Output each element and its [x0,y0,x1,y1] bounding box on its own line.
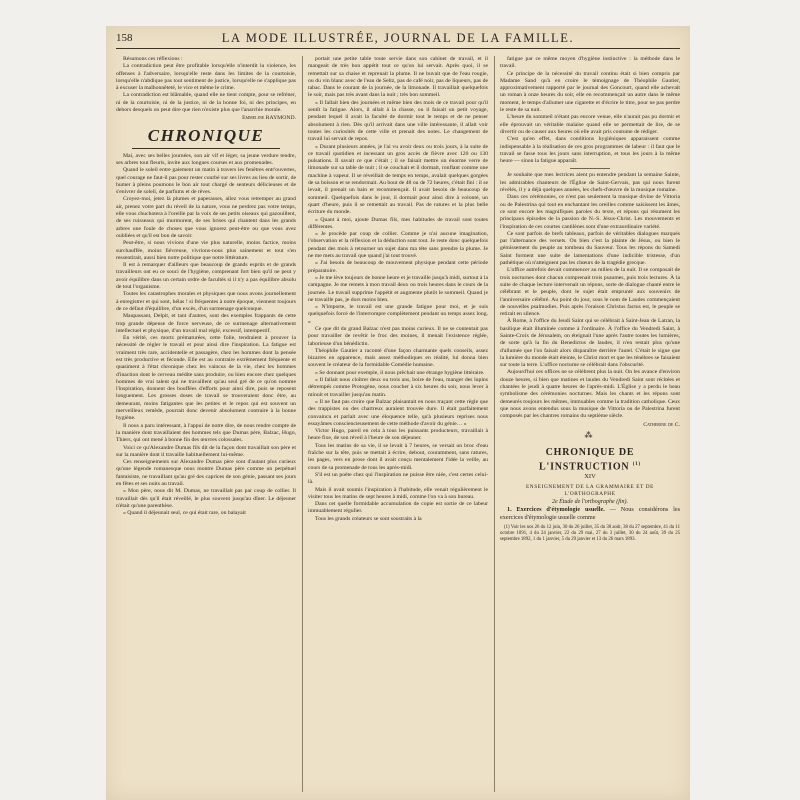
paragraph: Toutes les catastrophes morales et physiques que nous avons journellement à enregistrer et qui sont, hélas ! si fréquentes à notre époque, viennent toujours de ce défaut d'équilibre, d'un excès, d'un surmenage quelconque. [116,291,296,312]
paragraph: Ce que dit du grand Balzac n'est pas moins curieux. Il ne se contentait pas pour travailler de revêtir le froc des moines, il menait l'existence réglée, laborieuse d'un bénédictin. [308,325,488,347]
exercise-text: — Nous considérons les exercices d'étymologie usuelle comme [500,506,680,521]
paragraph: S'il est un poète chez qui l'inspiration ne puisse être niée, c'est certes celui-là. [308,471,488,486]
paragraph: Mai, avec ses belles journées, son air vif et léger, sa jeune verdure tendre, ses arbres tout fleuris, invite aux longues courses et aux promenades. [116,152,296,166]
exercise-title: 1. Exercices d'étymologie usuelle. [507,506,605,514]
author-signature: Catherine de C. [643,421,680,428]
paragraph: « Je procède par coup de collier. Comme je n'ai aucune imagination, l'observation et la réflexion et la déduction sont tout. Je reste donc quelquefois pendant des mois à retourner un sujet dans ma tête sans prendre la plume. Je ne me mets au travail que quand j'ai tout trouvé. [308,231,488,260]
header-rule [116,48,680,49]
paragraph: portait une petite table toute servie dans son cabinet de travail, et il mangeait de très bon appétit tout ce qu'on lui servait. Après quoi, il se remettait sur sa chaise et reprenait la plume. Il ne buvait que de l'eau rougie, ou du vin blanc avec de l'eau de Seltz, pas de café noir, pas de liqueurs, pas de tabac. Dans le courant de la journée, de la limonade. Il travaillait quelquefois le soir, mais pas très avant dans la nuit ; très bon sommeil. [308,56,488,99]
section-subtitle: ENSEIGNEMENT DE LA GRAMMAIRE ET DE L'ORTHOGRAPHE [525,484,655,498]
paragraph: Maupassant, Delpit, et tant d'autres, sont des exemples frappants de cette trop grande dépense de force nerveuse, de ce surmenage alternativement intellectuel et physique, d'un travail mal réglé, excessif, intempestif. [116,313,296,334]
paragraph: Je souhaite que mes lectrices aient pu entendre pendant la semaine Sainte, les admirables chanteurs de l'Église de Saint-Gervais, pas qui nous furent révélés, il y a déjà quelques années, les chefs-d'œuvre de la musique romaine. [500,172,680,194]
paragraph: Voici ce qu'Alexandre Dumas fils dit de la façon dont travaillait son père et sur la manière dont il travaille habituellement lui-même. [116,444,296,458]
paragraph: En vérité, ces morts prématurées, cette folie, tendraient à prouver la nécessité de régler le travail et pour ainsi dire l'inspiration. La fatigue est vraiment très rare, accidentelle et passagère, chez les hommes dont la pensée est très productive et féconde. Elle est au contraire extrêmement fréquente et quasiment à l'état chronique chez les vaincus de la vie, chez les hommes d'inaction dont le cerveau médite sans produire, ou bien encore chez quelques hommes de vrai talent qui ne travaillent qu'au seul gré de ce qu'on nomme l'inspiration, donnent des bouffées d'efforts pour ainsi dire, puis se reposent longuement. Les grosses doses de travail se trouveraient donc être, au demeurant, moins fatigantes que les petites et le repos qui est souvent un merveilleux remède, pourrait donc devenir absolument contraire à la bonne hygiène. [116,335,296,422]
column-divider [302,56,303,792]
section-heading-chronique [116,126,296,149]
heading-rule [132,148,280,149]
paragraph: « Mon père, nous dit M. Dumas, ne travaillait pas par coup de collier. Il travaillait dès qu'il était réveillé, le plus souvent jusqu'au dîner. Le déjeuner n'était qu'une parenthèse. [116,488,296,509]
paragraph: Mais il avait soumis l'inspiration à l'habitude, elle venait régulièrement le visiter tous les matins de sept heures à midi, comme l'on va à son bureau. [308,486,488,500]
paragraph: Dans cet quelle formidable accumulation de copie est sortie de ce labeur immuablement régulier. [308,501,488,515]
paragraph: « Quant à moi, ajoute Dumas fils, mes habitudes de travail sont toutes différentes. [308,216,488,230]
ornament-divider: ⁂ [584,430,596,440]
paragraph: Peut-être, si nous vivions d'une vie plus naturelle, moins factice, moins surchauffée, moins fiévreuse, vivrions-nous plus sainement et tout s'en ressentirait, aussi bien notre politique que notre littérature. [116,240,296,261]
paragraph: Dans ces cérémonies, ce n'est pas seulement la musique divine de Vittoria ou de Palestrina qui tout en enchantant les oreilles comme saisissent les âmes, ce sont encore les magnifiques paroles du texte, et répons qui résument les principaux épisodes de la passion de N.-S. Jésus-Christ. Les mouvements et l'inspiration de ces courtes cantilènes sont d'une extraordinaire variété. [500,194,680,230]
paragraph: « Il fallait nous cloîtrer deux ou trois ans, boire de l'eau, manger des lupins détrempés comme Protogène, nous coucher à six heures du soir, nous lever à minuit et travailler jusqu'au matin. [308,377,488,398]
footnote: (1) Voir les nos 26 du 12 juin, 30 du 26 juillet, 35 du 30 août, 38 du 27 septembre, 41 du 11 octobre 1891, 4 du 24 janvier, 22 du 29 mai, 27 du 3 juillet, 30 du 24 août, 39 du 25 septembre 1892, 1 du 1 janvier, 5 du 29 janvier et 13 du 26 mars 1893. [500,525,680,543]
paragraph: « Il ne faut pas croire que Balzac plaisantait en nous traçant cette règle que des trappistes ou des chartreux auraient trouvée dure. Il était parfaitement convaincu et parlait avec une éloquence telle, qu'à plusieurs reprises nous essayâmes consciencieusement de cette méthode d'avoir du génie… » [308,398,488,427]
section-topic: 2e Étude de l'orthographe (fin). [551,499,629,506]
paragraph: Il est à remarquer d'ailleurs que beaucoup de grands esprits et de grands travailleurs ont eu ce souci de l'hygiène, comprenant fort bien qu'il ne peut y avoir équilibre dans un certain ordre de facultés si il n'y a pas équilibre absolu de tout l'organisme. [116,262,296,291]
paragraph: fatigue par ce même moyen d'hygiène instinctive : la méthode dans le travail. [500,56,680,70]
section-heading-text: CHRONIQUE DE L'INSTRUCTION [539,447,635,473]
paragraph: Il nous a paru intéressant, à l'appui de notre dire, de nous rendre compte de la manière dont travaillaient des hommes tels que Dumas père, Balzac, Hugo, Thiers, qui ont mené à bonne fin des œuvres colossales. [116,422,296,444]
section-heading-instruction [500,447,680,473]
page-header [106,30,690,48]
paragraph: « Il fallait bien des journées et même bien des mois de ce travail pour qu'il sentît la fatigue. Alors, il allait à la chasse, ou il faisait un petit voyage, pendant lequel il avait la faculté de dormir tout le temps et de ne penser absolument à rien. Dès qu'il arrivait dans une ville intéressante, il allait voir toutes les curiosités de cette ville et prenait des notes. Le changement de travail lui servait de repos. [308,99,488,143]
paragraph: « N'importe, le travail est une grande fatigue pour moi, et je suis quelquefois forcé de l'interrompre complètement pendant un temps assez long. » [308,304,488,325]
paragraph: « J'ai besoin de beaucoup de mouvement physique pendant cette période préparatoire. [308,260,488,274]
paragraph: « Quand il déjeunait seul, ce qui était rare, on balayait [123,510,246,517]
section-number: XIV [584,473,596,481]
running-title: LA MODE ILLUSTRÉE, JOURNAL DE LA FAMILLE. [221,31,575,45]
paragraph: Victor Hugo, pareil en cela à tous les puissants producteurs, travaillait à heure fixe, de son réveil à l'heure de son déjeuner. [308,428,488,442]
column-divider [494,56,495,792]
paragraph: Résumons ces réflexions : [123,56,183,62]
exercise-paragraph [500,506,680,521]
paragraph: Aujourd'hui ces offices ne se célèbrent plus la nuit. On les avance d'environ douze heures, si bien que matines et laudes du Vendredi Saint sont récitées et chantées le jeudi à quatre heures de l'après-midi. L'Église y a perdu le beau symbolisme des cérémonies nocturnes. Mais les chants et les répons sont demeurés toujours les mêmes, immuables comme la tradition catholique. Ceux que nous avons entendus sous la musique de Vittoria ou de Palestrina furent composés par les chantres romains du septième siècle. [500,369,680,420]
paragraph: « Je me lève toujours de bonne heure et je travaille jusqu'à midi, surtout à la campagne. Je me remets à mon travail deux ou trois heures dans le cours de la journée. Le travail supprime l'appétit et augmente plutôt le sommeil. Quand je ne travaille pas, je dors moins bien. [308,274,488,303]
paragraph: L'heure du sommeil n'étant pas encore venue, elle n'aurait pas pu dormir et elle éprouvait un véritable malaise quand elle se permettait de lire, de se divertir ou de causer aux heures où elle avait pris coutume de rédiger. [500,114,680,135]
paragraph: C'est qu'en effet, dans conditions hygiéniques apparaissent comme indispensable à la réalisation de ces gros programmes de labeur : il faut que le travail se fasse tous les jours sans interruption, et tous les jours à la même heure — sinon la fatigue apparaît. [500,136,680,165]
paragraph: Théophile Gautier a raconté d'une façon charmante quels conseils, assez bizarres en apparence, mais assez méthodiques en réalité, lui donna bien souvent le créateur de la formidable Comédie humaine. [308,347,488,369]
paragraph: « Durant plusieurs années, je l'ai vu avoir deux ou trois jours, à la suite de ce travail quotidien et incessant un gros accès de fièvre avec 120 ou 130 pulsations. Il savait ce que c'était ; il se faisait mettre un énorme verre de limonade sur sa table de nuit ; il se couchait et il dormait, ronflant comme une machine à vapeur. Il se réveillait de temps en temps, avalait quelques gorgées de sa boisson et se rendormait. Au bout de 48 ou de 72 heures, c'était fini : il se levait, il prenait un bain et recommençait. Il avait besoin de beaucoup de sommeil. Quelquefois dans le jour, il dormait pour ainsi dire à volonté, un quart d'heure, puis il se remettait au travail. Pas de ratures et la plus belle écriture du monde. [308,143,488,216]
paragraph: « Se donnant pour exemple, il nous prêchait une étrange hygiène littéraire. [315,369,485,376]
section-divider [570,168,610,169]
column-right [500,56,680,792]
paragraph: Quand le soleil entre gaiement un matin à travers les fenêtres entr'ouvertes, quel courage ne faut-il pas pour rester courbé sur ses livres au lieu de sortir, de humer à pleins poumons le bon air tout chargé de senteurs délicieuses et de s'enivrer de soleil, de parfums et de rêves. [116,167,296,196]
page-number: 158 [116,32,133,44]
paragraph: Tous les grands créateurs se sont soustraits à la [315,515,422,522]
footnote-marker: (1) [632,462,641,468]
section-heading-text: CHRONIQUE [147,125,265,145]
column-left [116,56,296,792]
column-middle [308,56,488,792]
paragraph: À Rome, à l'office du Jeudi Saint qui se célébrait à Saint-Jean de Latran, la basilique était illuminée comme à l'ordinaire. À l'office du Vendredi Saint, à Sainte-Croix de Jérusalem, on éteignait l'une après l'autre toutes les lumières, de sorte qu'à la fin du Benedictus de laudes, il n'en restait plus qu'une d'allumée que l'on faisait alors disparaître derrière l'autel. C'était le signe que la lumière du monde était éteinte, le Christ mort et que les ténèbres se faisaient sur toute la terre. L'office nocturne se célébrait dans l'obscurité. [500,318,680,369]
paragraph: L'office autrefois devait commencer au milieu de la nuit. Il se composait de trois nocturnes dont chacun comprenait trois psaumes, puis trois lectures. À la suite de chaque lecture intervenait un répons, sorte de dialogue chanté entre le célébrant et le peuple, dont le sujet était emprunté aux souvenirs de l'anniversaire célébré. Au point du jour, sous le nom de Laudes commençaient de nouvelles psalmodies. Puis après l'oraison Christus factus est, le peuple se retirait en silence. [500,267,680,318]
paragraph: Ce sont parfois de brefs tableaux, parfois de véritables dialogues marqués par l'alternance des versets. On bien c'est la plainte de Jésus, ou bien le gémissement du peuple au tombeau du Sauveur. Tous les répons du Samedi Saint forment une suite de lamentations d'une indicible tristesse, d'un pathétique où n'atteignent pas les chœurs de la tragédie grecque. [500,230,680,267]
paragraph: Croyez-moi, jetez là plumes et paperasses, allez vous retremper au grand air, prenez votre part du réveil de la nature, vous ne perdrez pas votre temps, elle vous chuchotera à l'oreille par la voix de ses petits oiseaux qui gazouillent, de ses ruisseaux qui murmurent, de ses brises qui chantent dans les grands arbres une foule de choses que vous ignorez peut-être ou que vous avez oubliées et qu'il est bon de savoir. [116,196,296,239]
page-sheet [106,26,690,800]
paragraph: Tous les matins de sa vie, il se levait à 7 heures, se versait un broc d'eau fraîche sur la tête, puis se mettait à écrire, debout, couramment, sans ratures, les pages, vers en prose dont il avait conçu mentalement l'idée la veille, au cours de sa promenade de tous les après-midi. [308,442,488,471]
paragraph: Ces renseignements sur Alexandre Dumas père sont d'autant plus curieux qu'une légende romanesque nous montre Dumas père comme un perpétuel fantaisiste, ne travaillant qu'au gré des caprices de son génie, passant ses jours en fêtes et ses nuits au travail. [116,459,296,488]
paragraph: La contradiction peut être profitable lorsqu'elle n'interdit la violence, les offenses à l'adversaire, lorsqu'elle reste dans les limites de la courtoisie, lorsqu'elle n'abdique pas tout sentiment de justice, lorsqu'elle ne s'applique pas à excuser la malhonnêteté, le vice et même le crime. [116,63,296,92]
author-signature: Emmeline RAYMOND. [242,115,296,122]
paragraph: La contradiction est blâmable, quand elle ne tient compte, pour se refréner, ni de la courtoisie, ni de la justice, ni de la bonne foi, ni des principes, en dehors desquels on peut dire que rien n'existe plus que l'anarchie morale. [116,92,296,114]
paragraph: Ce principe de la nécessité du travail continu était si bien compris par Madame Sand qu'à en croire le témoignage de Théophile Gautier, approximativement rapporté par le journal des Goncourt, quand elle achevait un roman à onze heures du soir, elle en recommençait un autre dans le même moment, le temps d'allumer une cigarette et d'écrire le titre, pour ne pas perdre le reste de sa nuit. [500,70,680,114]
